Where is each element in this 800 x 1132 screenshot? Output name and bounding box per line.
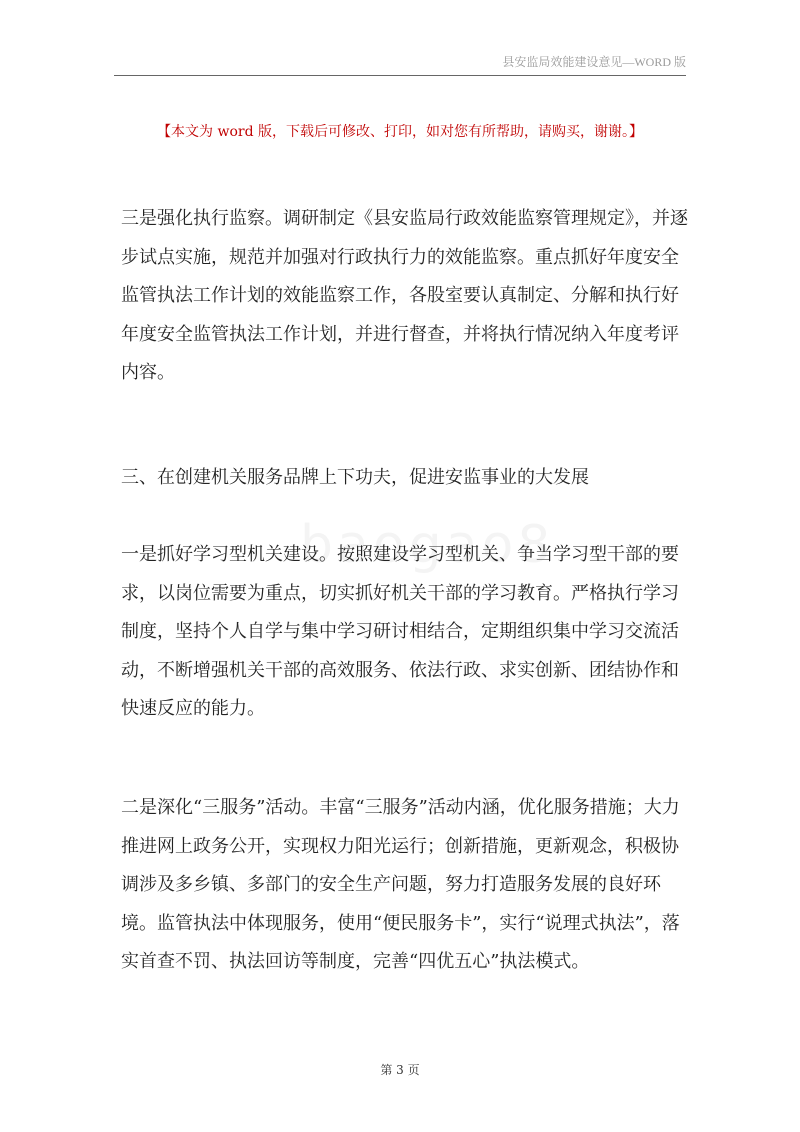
section-heading-service-brand: 三、在创建机关服务品牌上下功夫，促进安监事业的大发展 (121, 467, 589, 488)
page-number: 第 3 页 (380, 1063, 420, 1077)
running-header: 县安监局效能建设意见—WORD 版 (502, 55, 686, 69)
paragraph-execution-supervision: 三是强化执行监察。调研制定《县安监局行政效能监察管理规定》，并逐步试点实施，规范并加强对行政执行力的效能监察。重点抓好年度安全监管执法工作计划的效能监察工作，各股室要认真制定、分解和执行好年度安全监管执法工作计划，并进行督查，并将执行情况纳入年度考评内容。 (121, 208, 688, 383)
paragraph-three-services: 二是深化“三服务”活动。丰富“三服务”活动内涵，优化服务措施；大力推进网上政务公开，实现权力阳光运行；创新措施，更新观念，积极协调涉及多乡镇、多部门的安全生产问题，努力打造服务发展的良好环境。监管执法中体现服务，使用“便民服务卡”，实行“说理式执法”，落实首查不罚、执法回访等制度，完善“四优五心”执法模式。 (121, 797, 680, 972)
paragraph-learning-organization: 一是抓好学习型机关建设。按照建设学习型机关、争当学习型干部的要求，以岗位需要为重点，切实抓好机关干部的学习教育。严格执行学习制度，坚持个人自学与集中学习研讨相结合，定期组织集中学习交流活动，不断增强机关干部的高效服务、依法行政、求实创新、团结协作和快速反应的能力。 (121, 544, 679, 719)
header-divider (114, 75, 686, 76)
download-notice: 【本文为 word 版，下载后可修改、打印，如对您有所帮助，请购买，谢谢。】 (157, 124, 643, 140)
